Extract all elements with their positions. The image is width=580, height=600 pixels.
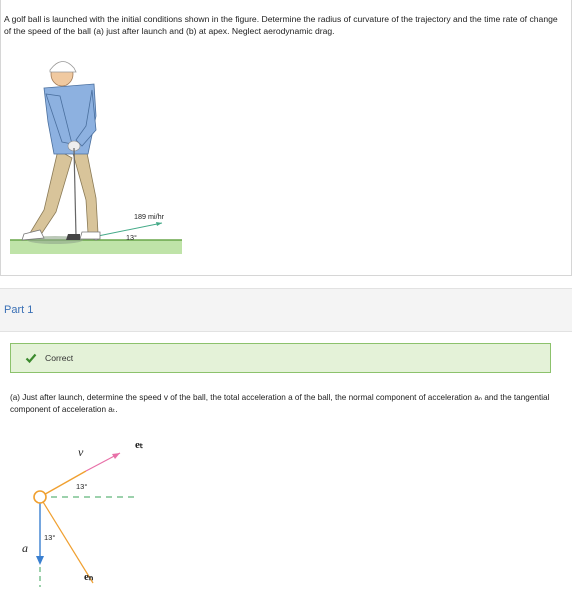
top-angle-label: 13° — [76, 482, 88, 491]
normal-unit-label: eₙ — [84, 571, 94, 583]
tangent-unit-label: eₜ — [135, 439, 144, 451]
bottom-angle-label: 13° — [44, 533, 56, 542]
part-header — [0, 288, 572, 332]
velocity-label: v — [78, 445, 84, 459]
ball-icon — [34, 491, 46, 503]
question-text: (a) Just after launch, determine the speed v of the ball, the total acceleration a of the ball, the normal component of acceleration aₙ and the tangential component of acceleration aₜ. — [10, 393, 550, 414]
launch-angle-label: 13° — [126, 233, 137, 242]
golfer-figure — [10, 50, 190, 260]
speed-label: 189 mi/hr — [134, 212, 164, 221]
correct-banner — [10, 343, 551, 373]
part-title[interactable]: Part 1 — [4, 304, 34, 316]
vector-diagram — [18, 435, 158, 595]
cap-icon — [50, 61, 76, 72]
acceleration-label: a — [22, 541, 28, 555]
checkmark-icon — [25, 352, 37, 364]
status-text: Correct — [45, 353, 74, 363]
problem-text: A golf ball is launched with the initial conditions shown in the figure. Determine the radius of curvature of the trajectory and the time rate of change of the speed of the ball (a) just after launch and (b) at apex. Neglect aerodynamic drag. — [4, 14, 558, 37]
